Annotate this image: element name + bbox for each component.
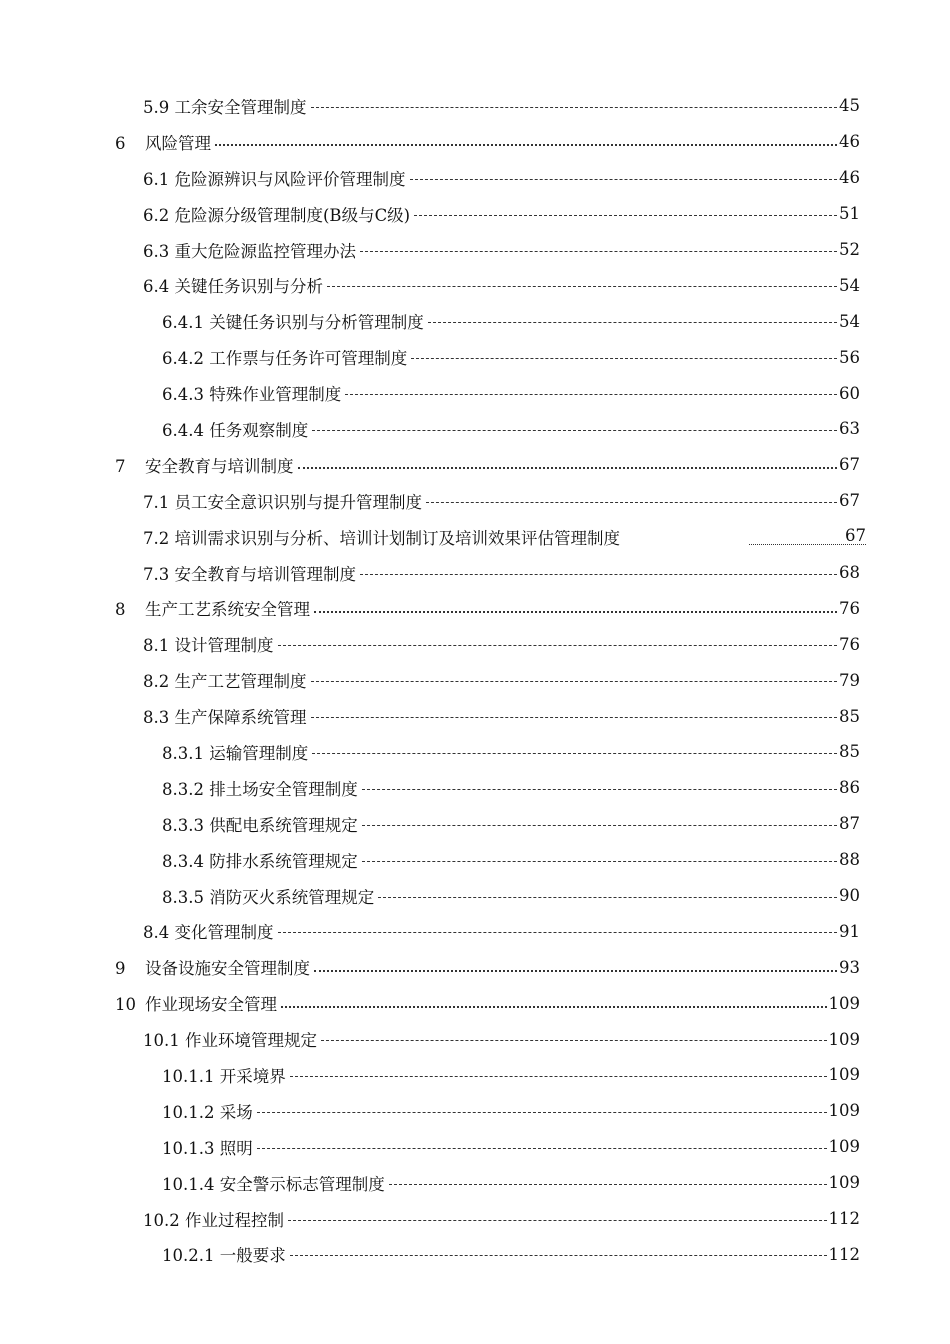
toc-page-number: 109 — [828, 1065, 860, 1085]
toc-entry-text: 安全教育与培训管理制度 — [174, 564, 356, 584]
toc-page-number: 67 — [839, 455, 860, 475]
toc-entry-title — [143, 94, 309, 118]
toc-entry-title — [115, 991, 279, 1015]
toc-entry-title — [143, 632, 276, 656]
toc-page-number: 79 — [839, 670, 860, 690]
toc-entry[interactable] — [0, 1129, 860, 1165]
toc-leader — [426, 502, 837, 504]
toc-leader — [311, 107, 838, 109]
toc-entry-text: 生产保障系统管理 — [174, 708, 307, 728]
toc-entry-text: 运输管理制度 — [209, 743, 309, 763]
toc-entry[interactable] — [0, 483, 860, 519]
toc-entry-title — [143, 561, 358, 585]
toc-entry[interactable] — [0, 985, 860, 1021]
toc-entry-title — [143, 1027, 319, 1051]
toc-entry-number: 10.2.1 — [162, 1246, 215, 1266]
toc-page-number: 60 — [839, 383, 860, 403]
toc-entry-text: 生产工艺管理制度 — [174, 672, 307, 692]
toc-entry-title — [143, 704, 309, 728]
toc-entry[interactable] — [0, 806, 860, 842]
toc-leader — [360, 574, 837, 576]
toc-page-number: 76 — [839, 634, 860, 654]
toc-entry-text: 关键任务识别与分析管理制度 — [209, 313, 424, 333]
toc-leader — [257, 1112, 827, 1114]
toc-entry[interactable] — [0, 1237, 860, 1273]
toc-entry-number: 8.3.5 — [162, 887, 204, 907]
toc-entry-title — [162, 309, 426, 333]
toc-leader — [278, 645, 838, 647]
toc-page-number: 93 — [839, 957, 860, 977]
toc-page-number: 85 — [839, 742, 860, 762]
toc-leader — [410, 179, 838, 181]
toc-entry-title — [162, 740, 310, 764]
toc-entry-text: 一般要求 — [219, 1246, 286, 1266]
toc-entry-title — [162, 345, 409, 369]
toc-leader — [290, 1255, 827, 1257]
toc-entry-number: 7.2 — [143, 528, 170, 548]
toc-entry-number: 7.3 — [143, 564, 170, 584]
toc-entry-title — [143, 525, 622, 549]
toc-entry-number: 10.1.3 — [162, 1138, 215, 1158]
toc-entry-title — [162, 381, 343, 405]
toc-leader — [360, 251, 837, 253]
toc-entry-number: 6.4.3 — [162, 385, 204, 405]
toc-entry-number: 6.1 — [143, 169, 170, 189]
toc-entry-number: 6.4.2 — [162, 349, 204, 369]
toc-entry-text: 工作票与任务许可管理制度 — [209, 349, 408, 369]
toc-entry-title — [115, 453, 296, 477]
toc-page-number: 109 — [828, 1101, 860, 1121]
toc-entry[interactable] — [0, 1201, 860, 1237]
toc-leader — [311, 681, 838, 683]
toc-entry-text: 排土场安全管理制度 — [209, 779, 358, 799]
toc-leader — [288, 1220, 827, 1222]
toc-leader — [414, 215, 837, 217]
toc-page-number: 86 — [839, 778, 860, 798]
toc-leader — [312, 430, 837, 432]
toc-entry-title — [162, 1242, 288, 1266]
toc-entry[interactable] — [0, 1093, 860, 1129]
toc-page-number: 87 — [839, 814, 860, 834]
toc-entry-title — [143, 202, 412, 226]
toc-entry-number: 8.4 — [143, 923, 170, 943]
toc-entry[interactable] — [0, 232, 860, 268]
toc-entry-number: 8.2 — [143, 672, 170, 692]
toc-page-number: 51 — [839, 204, 860, 224]
toc-entry-text: 工余安全管理制度 — [174, 97, 307, 117]
toc-entry[interactable] — [0, 339, 860, 375]
toc-page-number: 46 — [839, 132, 860, 152]
toc-page-number: 45 — [839, 96, 860, 116]
toc-entry[interactable] — [0, 662, 860, 698]
toc-entry-text: 作业环境管理规定 — [185, 1031, 317, 1051]
toc-page-number: 54 — [839, 275, 860, 295]
toc-entry-title — [143, 273, 325, 297]
toc-entry-text: 作业现场安全管理 — [145, 995, 277, 1015]
toc-entry-number: 6 — [115, 133, 126, 153]
toc-entry-title — [162, 1135, 255, 1159]
toc-page-number: 88 — [839, 850, 860, 870]
toc-entry[interactable] — [0, 447, 860, 483]
toc-entry-text: 危险源辨识与风险评价管理制度 — [174, 169, 406, 189]
toc-leader — [345, 394, 837, 396]
toc-leader — [314, 611, 837, 614]
toc-leader — [298, 467, 838, 470]
toc-entry[interactable] — [0, 1057, 860, 1093]
toc-entry-text: 设计管理制度 — [174, 636, 274, 656]
toc-entry-title — [143, 919, 276, 943]
toc-leader — [362, 825, 837, 827]
toc-page-number: 67 — [839, 491, 860, 511]
toc-entry-number: 6.3 — [143, 241, 170, 261]
toc-leader — [327, 286, 837, 288]
toc-entry-number: 6.2 — [143, 205, 170, 225]
toc-page-number: 112 — [828, 1209, 860, 1229]
toc-entry-text: 生产工艺系统安全管理 — [145, 600, 310, 620]
toc-page-number: 63 — [839, 419, 860, 439]
toc-entry-text: 开采境界 — [219, 1066, 286, 1086]
toc-entry-number: 5.9 — [143, 97, 170, 117]
toc-entry-text: 特殊作业管理制度 — [209, 385, 342, 405]
toc-entry-number: 7 — [115, 456, 126, 476]
toc-page-number: 109 — [828, 1029, 860, 1049]
toc-entry-text: 变化管理制度 — [174, 923, 274, 943]
toc-entry[interactable] — [0, 411, 860, 447]
toc-leader — [411, 358, 837, 360]
toc-entry-number: 10 — [115, 995, 136, 1015]
toc-page-number: 91 — [839, 921, 860, 941]
toc-entry-text: 照明 — [219, 1138, 253, 1158]
toc-page-number: 54 — [839, 311, 860, 331]
toc-leader — [278, 932, 838, 934]
toc-entry[interactable] — [0, 160, 860, 196]
toc-leader — [257, 1148, 827, 1150]
toc-page-number: 46 — [839, 168, 860, 188]
toc-entry-title — [162, 417, 310, 441]
toc-page-number: 76 — [839, 598, 860, 618]
toc-entry-title — [143, 668, 309, 692]
toc-entry-text: 安全教育与培训制度 — [145, 456, 294, 476]
toc-entry-text: 重大危险源监控管理办法 — [174, 241, 356, 261]
toc-entry-number: 9 — [115, 959, 126, 979]
toc-entry-number: 6.4.4 — [162, 420, 204, 440]
toc-entry[interactable] — [0, 519, 866, 555]
toc-leader — [362, 789, 837, 791]
toc-leader — [321, 1040, 827, 1042]
toc-entry[interactable] — [0, 949, 860, 985]
toc-entry[interactable] — [0, 375, 860, 411]
toc-page-number: 109 — [828, 993, 860, 1013]
toc-leader — [378, 897, 837, 899]
toc-entry-number: 8.3.2 — [162, 779, 204, 799]
toc-entry-title — [162, 848, 360, 872]
toc-entry[interactable] — [0, 698, 860, 734]
toc-entry[interactable] — [0, 734, 860, 770]
toc-entry[interactable] — [0, 842, 860, 878]
toc-entry-text: 危险源分级管理制度(B级与C级) — [174, 205, 411, 225]
toc-entry-number: 8.1 — [143, 636, 170, 656]
toc-page-number: 112 — [828, 1244, 860, 1264]
toc-entry-number: 7.1 — [143, 492, 170, 512]
toc-leader — [215, 144, 837, 147]
toc-entry-number: 10.1.4 — [162, 1174, 215, 1194]
toc-entry[interactable] — [0, 590, 860, 626]
toc-leader — [314, 970, 837, 973]
toc-entry-number: 10.1.2 — [162, 1102, 215, 1122]
toc-entry-number: 8 — [115, 600, 126, 620]
toc-entry[interactable] — [0, 267, 860, 303]
toc-page-number: 67 — [749, 528, 866, 545]
toc-entry-title — [162, 884, 376, 908]
toc-entry-text: 安全警示标志管理制度 — [219, 1174, 385, 1194]
toc-entry[interactable] — [0, 770, 860, 806]
toc-leader — [312, 753, 837, 755]
toc-leader — [290, 1076, 827, 1078]
toc-entry-number: 10.1 — [143, 1031, 180, 1051]
toc-entry-text: 防排水系统管理规定 — [209, 851, 358, 871]
toc-entry-number: 8.3.4 — [162, 851, 204, 871]
toc-entry-text: 作业过程控制 — [185, 1210, 284, 1230]
toc-entry-title — [143, 166, 408, 190]
toc-page-number: 56 — [839, 347, 860, 367]
toc-entry-title — [162, 812, 360, 836]
toc-entry-number: 6.4.1 — [162, 313, 204, 333]
toc-entry-text: 供配电系统管理规定 — [209, 815, 358, 835]
toc-entry-text: 风险管理 — [145, 133, 211, 153]
toc-page-number: 90 — [839, 886, 860, 906]
toc-entry[interactable] — [0, 626, 860, 662]
toc-entry-title — [162, 1171, 387, 1195]
toc-entry-text: 培训需求识别与分析、培训计划制订及培训效果评估管理制度 — [174, 528, 620, 548]
toc-page-number: 68 — [839, 563, 860, 583]
toc-entry-text: 关键任务识别与分析 — [174, 277, 323, 297]
toc-entry-number: 10.1.1 — [162, 1066, 215, 1086]
toc-entry-title — [143, 1207, 286, 1231]
toc-entry[interactable] — [0, 1165, 860, 1201]
toc-entry-title — [143, 489, 424, 513]
toc-page-number: 109 — [828, 1137, 860, 1157]
table-of-contents — [0, 88, 950, 1272]
toc-entry-text: 员工安全意识识别与提升管理制度 — [174, 492, 422, 512]
toc-entry-number: 8.3.3 — [162, 815, 204, 835]
toc-entry[interactable] — [0, 124, 860, 160]
toc-entry-text: 消防灭火系统管理规定 — [209, 887, 375, 907]
toc-entry-title — [115, 130, 213, 154]
toc-entry-number: 10.2 — [143, 1210, 180, 1230]
toc-entry-text: 任务观察制度 — [209, 420, 309, 440]
toc-entry-title — [162, 776, 360, 800]
toc-leader — [389, 1184, 827, 1186]
toc-page-number: 109 — [828, 1173, 860, 1193]
toc-entry[interactable] — [0, 555, 860, 591]
toc-page-number: 52 — [839, 240, 860, 259]
toc-entry[interactable] — [0, 303, 860, 339]
toc-entry[interactable] — [0, 196, 860, 232]
toc-leader — [428, 322, 837, 324]
toc-entry-text: 采场 — [219, 1102, 253, 1122]
toc-entry-number: 6.4 — [143, 277, 170, 297]
toc-entry[interactable] — [0, 878, 860, 914]
toc-entry-number: 8.3.1 — [162, 743, 204, 763]
toc-entry[interactable] — [0, 1021, 860, 1057]
toc-entry-title — [115, 596, 312, 620]
toc-entry-number: 8.3 — [143, 708, 170, 728]
toc-leader — [311, 717, 838, 719]
toc-entry-title — [162, 1063, 288, 1087]
toc-leader — [281, 1006, 827, 1009]
toc-leader — [362, 861, 837, 863]
toc-entry-title — [143, 238, 358, 262]
toc-entry[interactable] — [0, 88, 860, 124]
toc-page-number: 85 — [839, 706, 860, 726]
toc-entry-text: 设备设施安全管理制度 — [145, 959, 310, 979]
toc-entry-title — [162, 1099, 255, 1123]
toc-entry[interactable] — [0, 913, 860, 949]
toc-entry-title — [115, 955, 312, 979]
